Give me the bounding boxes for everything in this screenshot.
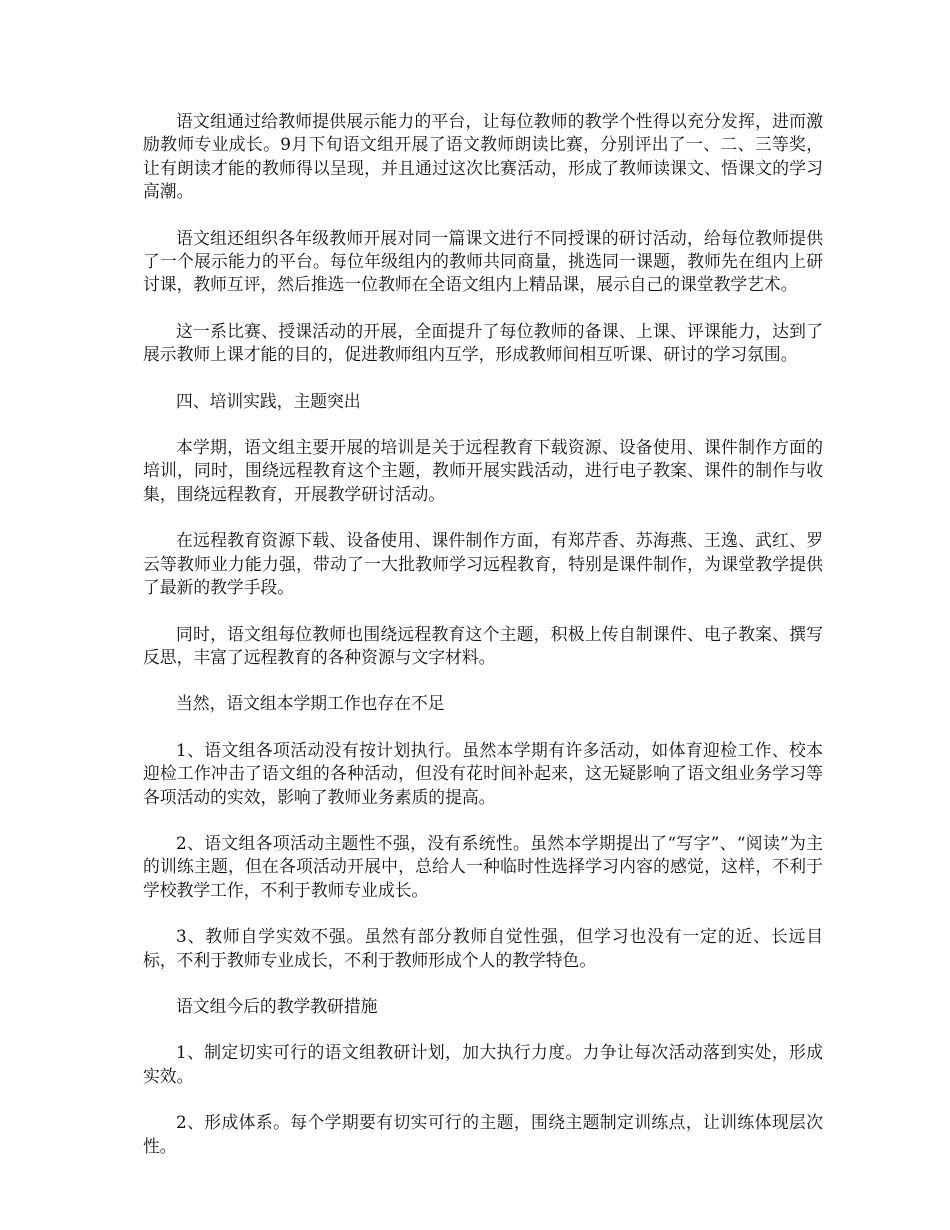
paragraph-5: 本学期，语文组主要开展的培训是关于远程教育下载资源、设备使用、课件制作方面的培训，同时，围绕远程教育这个主题，教师开展实践活动，进行电子教案、课件的制作与收集，围绕远程教育，开展教学研讨活动。 <box>143 437 823 504</box>
measure-item-1: 1、制定切实可行的语文组教研计划，加大执行力度。力争让每次活动落到实处，形成实效。 <box>143 1042 823 1086</box>
section-heading-training: 四、培训实践，主题突出 <box>176 390 361 411</box>
paragraph-7: 同时，语文组每位教师也围绕远程教育这个主题，积极上传自制课件、电子教案、撰写反思，丰富了远程教育的各种资源与文字材料。 <box>143 623 823 667</box>
document-body <box>143 110 823 1181</box>
paragraph-3: 这一系比赛、授课活动的开展，全面提升了每位教师的备课、上课、评课能力，达到了展示教师上课才能的目的，促进教师组内互学，形成教师间相互听课、研讨的学习氛围。 <box>143 320 823 365</box>
paragraph-2: 语文组还组织各年级教师开展对同一篇课文进行不同授课的研讨活动，给每位教师提供了一个展示能力的平台。每位年级组内的教师共同商量，挑选同一课题，教师先在组内上研讨课，教师互评，然后推选一位教师在全语文组内上精品课，展示自己的课堂教学艺术。 <box>143 227 823 295</box>
shortcoming-item-1: 1、语文组各项活动没有按计划执行。虽然本学期有许多活动，如体育迎检工作、校本迎检工作冲击了语文组的各种活动，但没有花时间补起来，这无疑影响了语文组业务学习等各项活动的实效，影响了教师业务素质的提高。 <box>143 739 823 807</box>
paragraph-1: 语文组通过给教师提供展示能力的平台，让每位教师的教学个性得以充分发挥，进而激励教师专业成长。9月下旬语文组开展了语文教师朗读比赛，分别评出了一、二、三等奖，让有朗读才能的教师得以呈现，并且通过这次比赛活动，形成了教师读课文、悟课文的学习高潮。 <box>143 111 823 202</box>
measure-item-2: 2、形成体系。每个学期要有切实可行的主题，围绕主题制定训练点，让训练体现层次性。 <box>143 1112 823 1156</box>
shortcoming-item-2: 2、语文组各项活动主题性不强，没有系统性。虽然本学期提出了“写字”、“阅读”为主的训练主题，但在各项活动开展中，总给人一种临时性选择学习内容的感觉，这样，不利于学校教学工作，不利于教师专业成长。 <box>143 832 823 900</box>
shortcoming-item-3: 3、教师自学实效不强。虽然有部分教师自觉性强，但学习也没有一定的近、长远目标，不利于教师专业成长，不利于教师形成个人的教学特色。 <box>143 926 823 970</box>
paragraph-6: 在远程教育资源下载、设备使用、课件制作方面，有郑芹香、苏海燕、王逸、武红、罗云等教师业力能力强，带动了一大批教师学习远程教育，特别是课件制作，为课堂教学提供了最新的教学手段。 <box>143 530 823 598</box>
section-heading-measures: 语文组今后的教学教研措施 <box>176 995 378 1016</box>
section-heading-shortcomings: 当然，语文组本学期工作也存在不足 <box>176 693 445 714</box>
